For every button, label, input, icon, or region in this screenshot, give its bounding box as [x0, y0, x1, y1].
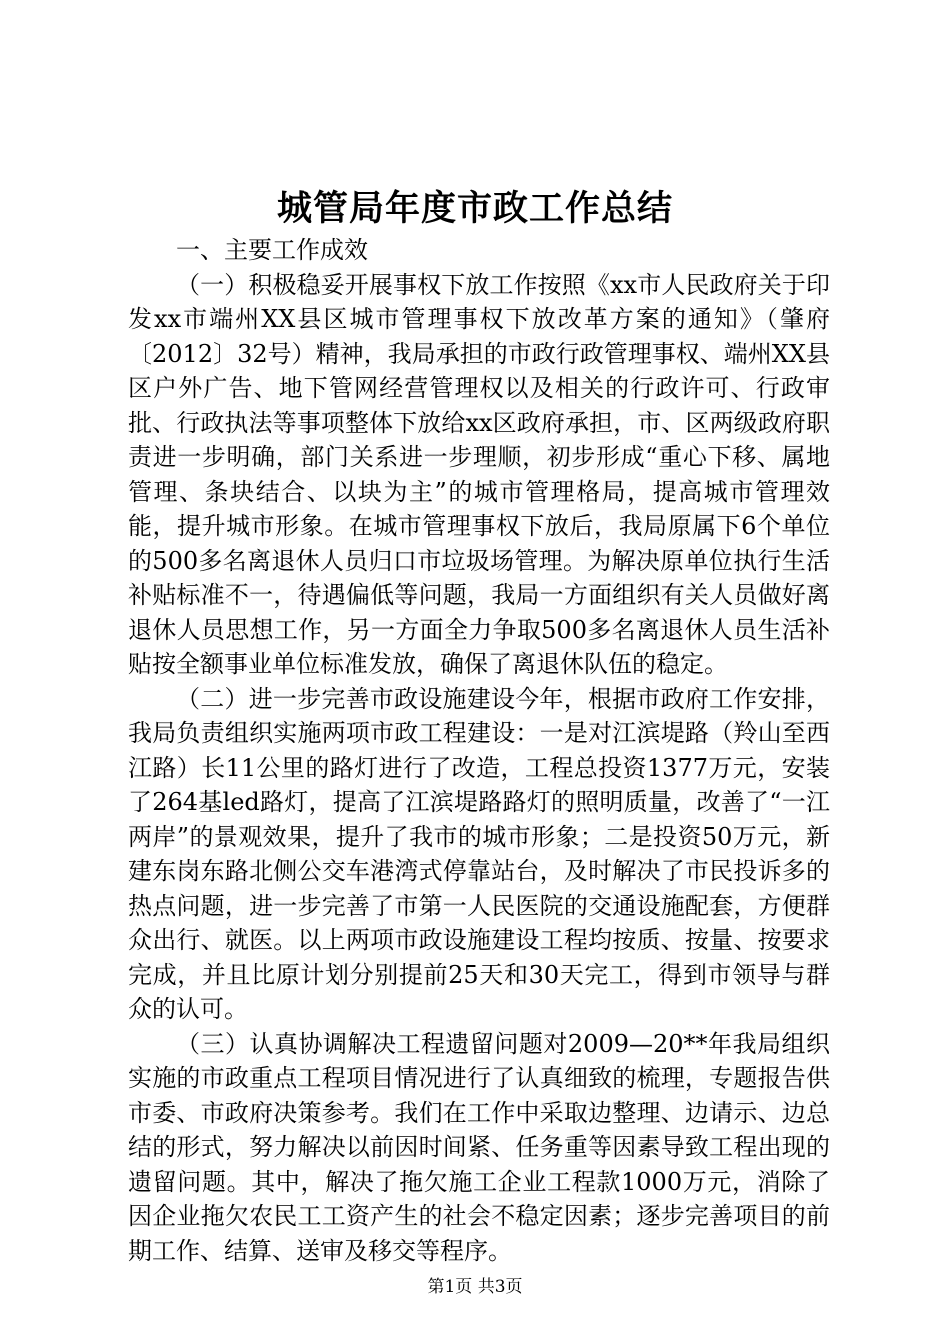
- page-number-footer: 第1页 共3页: [427, 1277, 523, 1297]
- document-body: [128, 233, 830, 1268]
- document-title: 城管局年度市政工作总结: [276, 188, 673, 229]
- section-heading: 一、主要工作成效: [176, 236, 368, 264]
- body-paragraph-3: （三）认真协调解决工程遗留问题对2009—20**年我局组织实施的市政重点工程项目情况进行了认真细致的梳理，专题报告供市委、市政府决策参考。我们在工作中采取边整理、边请示、边总结的形式，努力解决以前因时间紧、任务重等因素导致工程出现的遗留问题。其中，解决了拖欠施工企业工程款1000万元，消除了因企业拖欠农民工工资产生的社会不稳定因素；逐步完善项目的前期工作、结算、送审及移交等程序。: [128, 1029, 830, 1265]
- body-paragraph-1: （一）积极稳妥开展事权下放工作按照《xx市人民政府关于印发xx市端州XX县区城市管理事权下放改革方案的通知》（肇府〔2012〕32号）精神，我局承担的市政行政管理事权、端州XX县区户外广告、地下管网经营管理权以及相关的行政许可、行政审批、行政执法等事项整体下放给xx区政府承担，市、区两级政府职责进一步明确，部门关系进一步理顺，初步形成“重心下移、属地管理、条块结合、以块为主”的城市管理格局，提高城市管理效能，提升城市形象。在城市管理事权下放后，我局原属下6个单位的500多名离退休人员归口市垃圾场管理。为解决原单位执行生活补贴标准不一，待遇偏低等问题，我局一方面组织有关人员做好离退休人员思想工作，另一方面全力争取500多名离退休人员生活补贴按全额事业单位标准发放，确保了离退休队伍的稳定。: [128, 270, 830, 678]
- body-paragraph-2: （二）进一步完善市政设施建设今年，根据市政府工作安排，我局负责组织实施两项市政工程建设：一是对江滨堤路（羚山至西江路）长11公里的路灯进行了改造，工程总投资1377万元，安装了264基led路灯，提高了江滨堤路路灯的照明质量，改善了“一江两岸”的景观效果，提升了我市的城市形象；二是投资50万元，新建东岗东路北侧公交车港湾式停靠站台，及时解决了市民投诉多的热点问题，进一步完善了市第一人民医院的交通设施配套，方便群众出行、就医。以上两项市政设施建设工程均按质、按量、按要求完成，并且比原计划分别提前25天和30天完工，得到市领导与群众的认可。: [128, 684, 830, 1023]
